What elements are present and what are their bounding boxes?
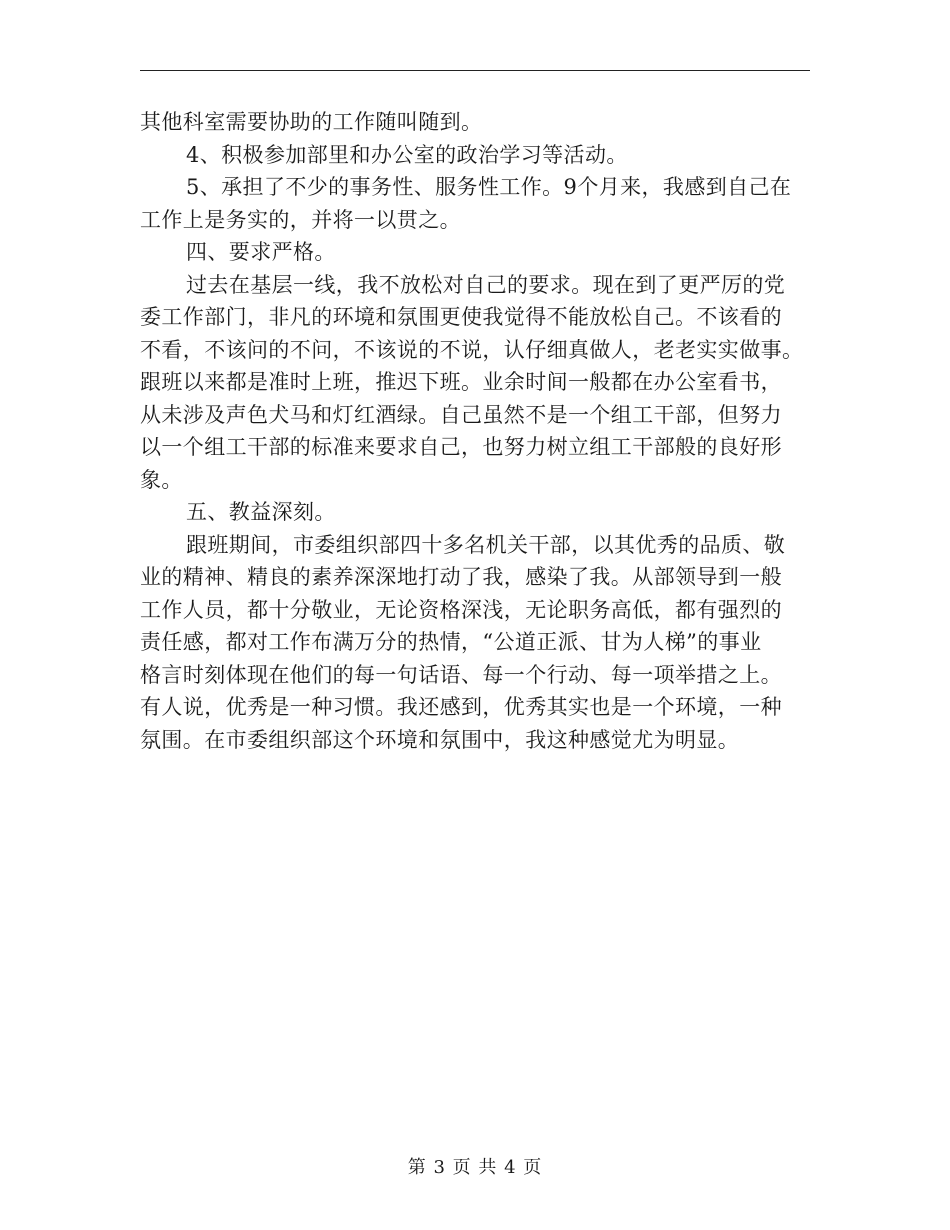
text-line: 工作人员，都十分敬业，无论资格深浅，无论职务高低，都有强烈的	[140, 597, 782, 622]
text-line: 格言时刻体现在他们的每一句话语、每一个行动、每一项举措之上。	[140, 662, 782, 687]
text-line: 氛围。在市委组织部这个环境和氛围中，我这种感觉尤为明显。	[140, 727, 740, 752]
text-line: 以一个组工干部的标准来要求自己，也努力树立组工干部般的良好形	[140, 435, 782, 459]
text-line: 有人说，优秀是一种习惯。我还感到，优秀其实也是一个环境，一种	[140, 695, 782, 719]
text-line: 委工作部门，非凡的环境和氛围更使我觉得不能放松自己。不该看的	[140, 305, 782, 329]
text-line: 责任感，都对工作布满万分的热情，“公道正派、甘为人梯”的事业	[140, 630, 762, 654]
section-heading: 五、教益深刻。	[186, 500, 336, 524]
page-number-footer: 第 3 页 共 4 页	[407, 1157, 543, 1178]
text-line: 5、承担了不少的事务性、服务性工作。9个月来，我感到自己在	[186, 175, 792, 199]
text-line: 象。	[140, 467, 183, 492]
text-line: 跟班以来都是准时上班，推迟下班。业余时间一般都在办公室看书，	[140, 370, 782, 394]
text-line: 工作上是务实的，并将一以贯之。	[140, 207, 461, 232]
text-line: 业的精神、精良的素养深深地打动了我，感染了我。从部领导到一般	[140, 565, 782, 589]
section-heading: 四、要求严格。	[186, 240, 336, 264]
text-line: 不看，不该问的不问，不该说的不说，认仔细真做人，老老实实做事。	[140, 337, 804, 362]
text-line: 其他科室需要协助的工作随叫随到。	[140, 110, 483, 134]
header-rule	[140, 70, 810, 71]
text-line: 跟班期间，市委组织部四十多名机关干部，以其优秀的品质、敬	[186, 532, 786, 557]
document-body	[140, 106, 820, 756]
text-line: 4、积极参加部里和办公室的政治学习等活动。	[186, 142, 628, 167]
text-line: 过去在基层一线，我不放松对自己的要求。现在到了更严厉的党	[186, 272, 786, 297]
text-line: 从未涉及声色犬马和灯红酒绿。自己虽然不是一个组工干部，但努力	[140, 402, 782, 427]
